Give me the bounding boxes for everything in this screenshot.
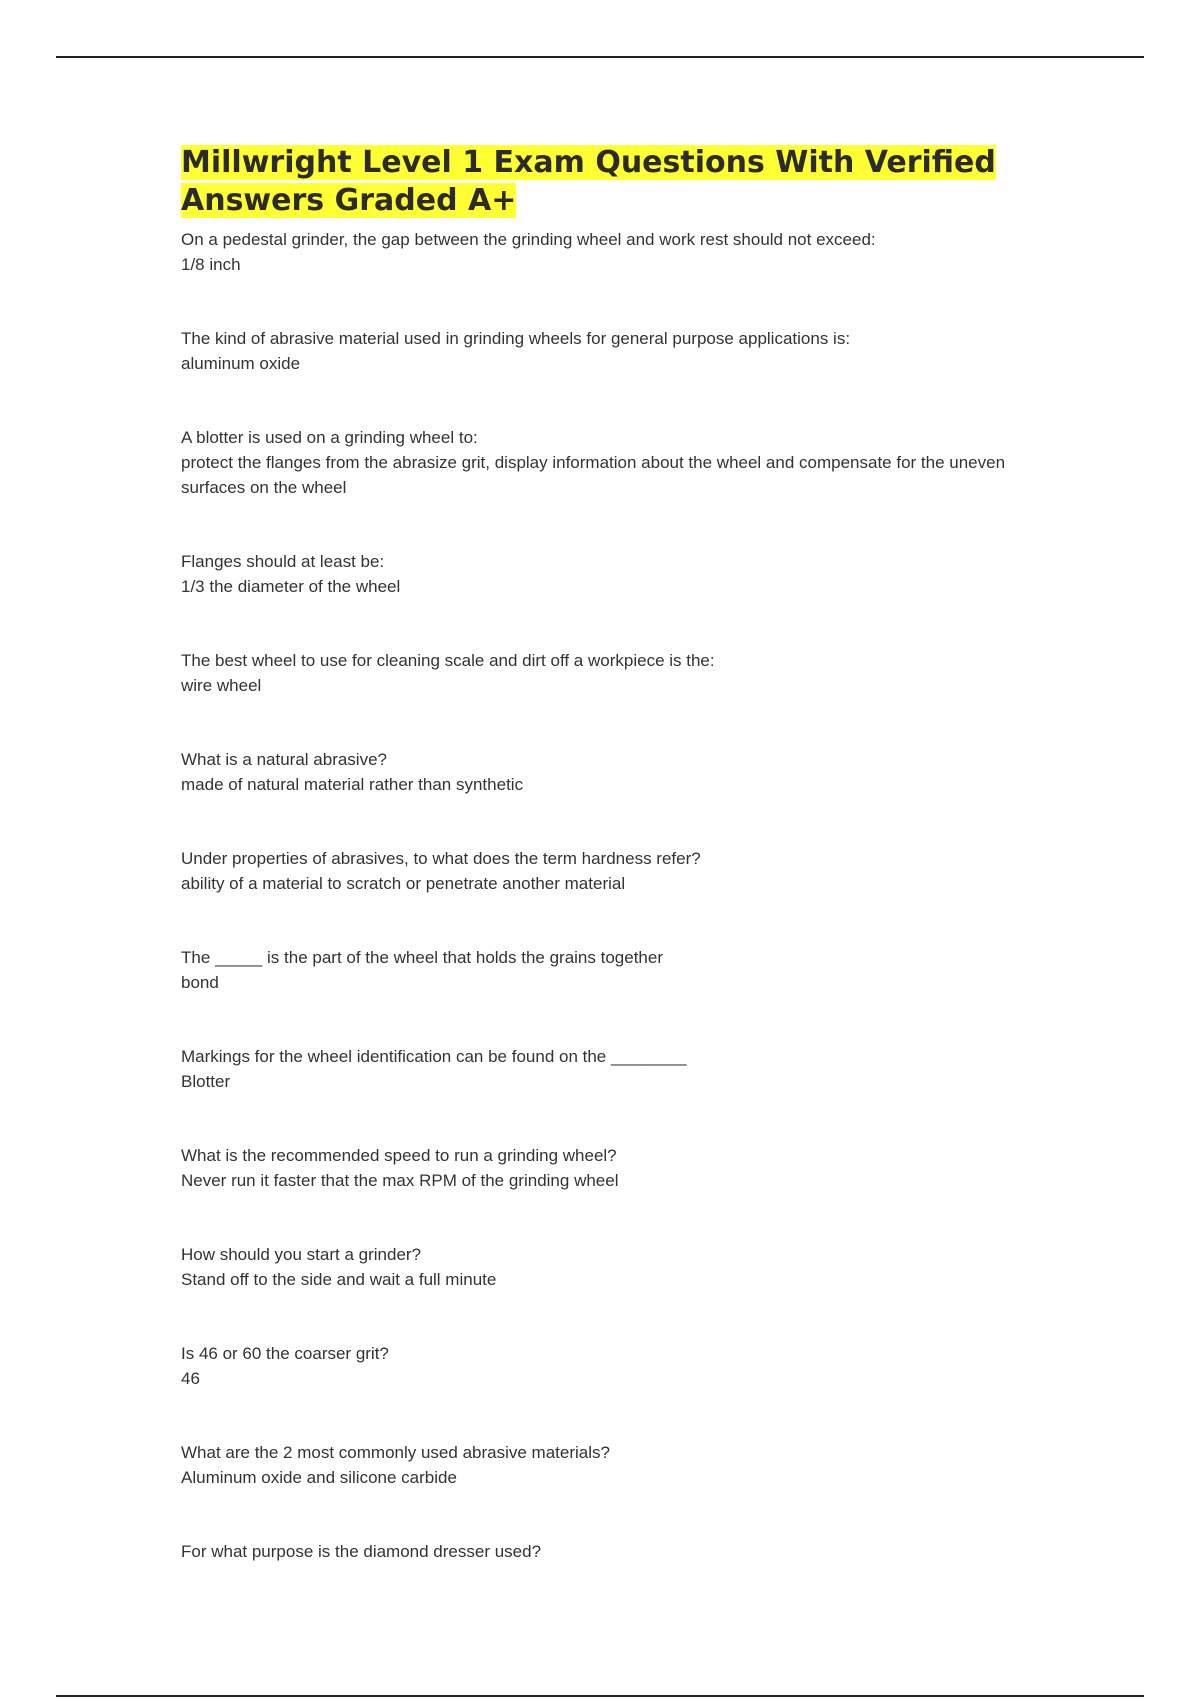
qa-item	[181, 1440, 1021, 1490]
answer-text: protect the flanges from the abrasize grit, display information about the wheel and compensate for the uneven surfaces on the wheel	[181, 453, 1006, 497]
question-text: For what purpose is the diamond dresser used?	[181, 1542, 542, 1561]
question-text: A blotter is used on a grinding wheel to:	[181, 428, 478, 447]
question-text: How should you start a grinder?	[181, 1245, 422, 1264]
answer-text: Stand off to the side and wait a full minute	[181, 1270, 497, 1289]
question-text: Under properties of abrasives, to what does the term hardness refer?	[181, 849, 701, 868]
answer-text: 46	[181, 1369, 200, 1388]
answer-text: ability of a material to scratch or penetrate another material	[181, 874, 626, 893]
qa-item	[181, 1341, 1021, 1391]
answer-text: bond	[181, 973, 219, 992]
qa-item	[181, 846, 1021, 896]
question-text: Is 46 or 60 the coarser grit?	[181, 1344, 389, 1363]
question-text: What is the recommended speed to run a grinding wheel?	[181, 1146, 617, 1165]
question-text: The _____ is the part of the wheel that holds the grains together	[181, 948, 663, 967]
answer-text: Blotter	[181, 1072, 231, 1091]
qa-item	[181, 1242, 1021, 1292]
answer-text: aluminum oxide	[181, 354, 301, 373]
answer-text: Aluminum oxide and silicone carbide	[181, 1468, 457, 1487]
qa-item	[181, 227, 1021, 277]
qa-item	[181, 425, 1021, 500]
question-text: The kind of abrasive material used in grinding wheels for general purpose applications is:	[181, 329, 851, 348]
answer-text: wire wheel	[181, 676, 262, 695]
question-text: Markings for the wheel identification can be found on the ________	[181, 1047, 687, 1066]
qa-item	[181, 549, 1021, 599]
qa-item	[181, 747, 1021, 797]
document-title-text: Millwright Level 1 Exam Questions With Verified Answers Graded A+	[181, 145, 996, 218]
qa-item	[181, 1539, 1021, 1564]
answer-text: Never run it faster that the max RPM of the grinding wheel	[181, 1171, 619, 1190]
header-rule	[56, 56, 1144, 58]
document-body	[181, 144, 1021, 1613]
qa-item	[181, 945, 1021, 995]
question-text: Flanges should at least be:	[181, 552, 385, 571]
qa-item	[181, 648, 1021, 698]
question-text: The best wheel to use for cleaning scale and dirt off a workpiece is the:	[181, 651, 715, 670]
document-title	[181, 144, 1021, 220]
answer-text: 1/8 inch	[181, 255, 241, 274]
answer-text: made of natural material rather than synthetic	[181, 775, 524, 794]
qa-item	[181, 326, 1021, 376]
question-text: On a pedestal grinder, the gap between the grinding wheel and work rest should not exceed:	[181, 230, 876, 249]
question-text: What is a natural abrasive?	[181, 750, 387, 769]
footer-rule	[56, 1695, 1144, 1697]
answer-text: 1/3 the diameter of the wheel	[181, 577, 401, 596]
qa-item	[181, 1044, 1021, 1094]
qa-item	[181, 1143, 1021, 1193]
question-text: What are the 2 most commonly used abrasive materials?	[181, 1443, 610, 1462]
